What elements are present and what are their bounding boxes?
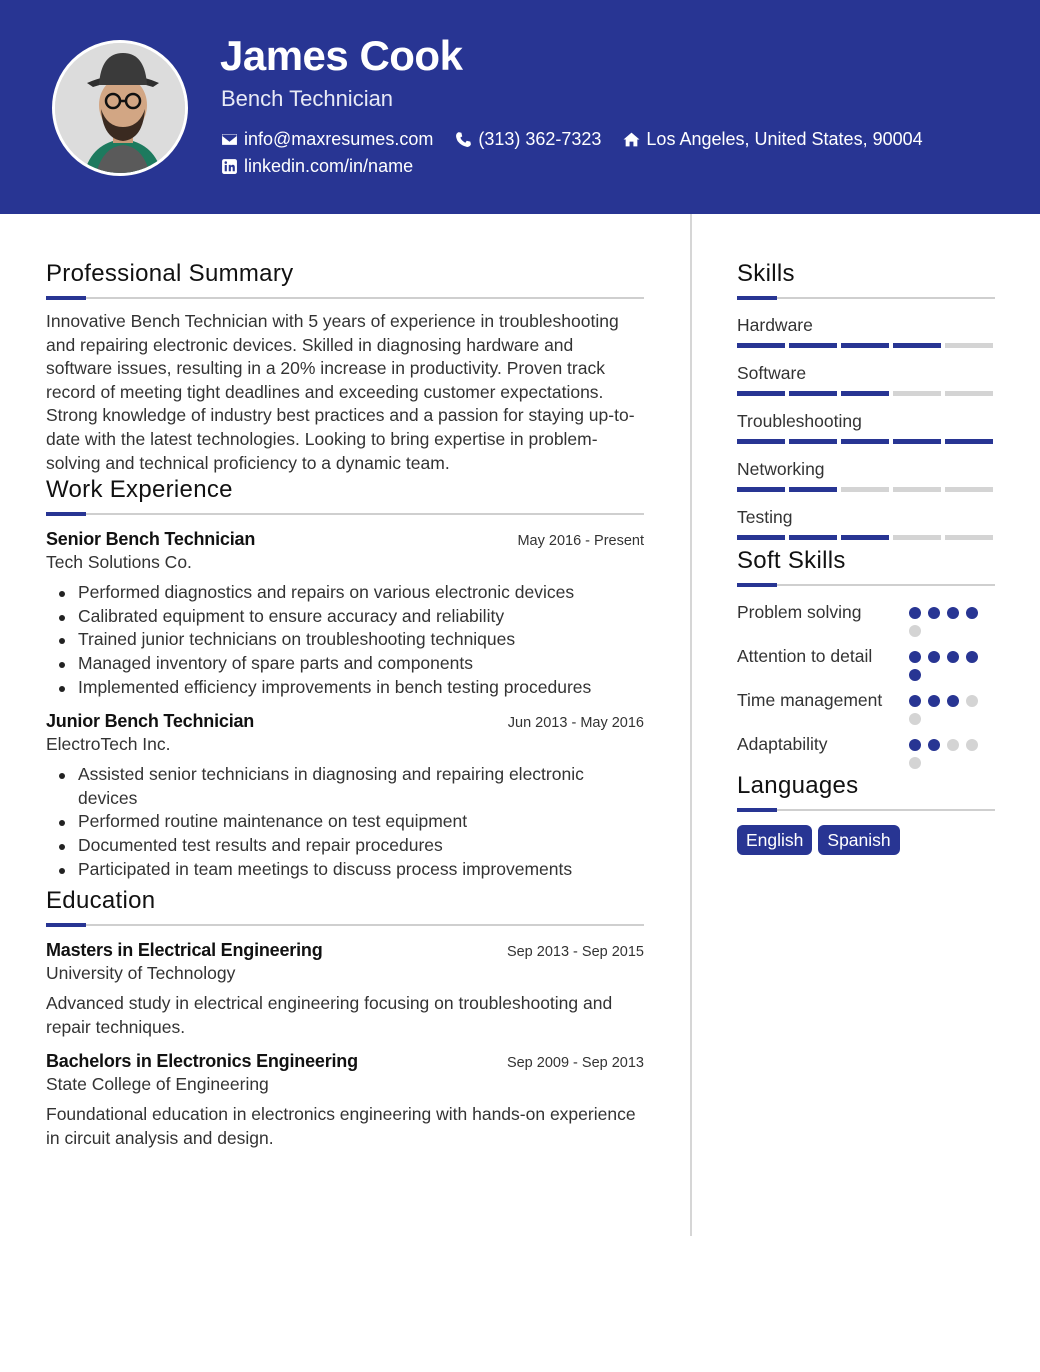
soft-skill-name: Adaptability [737, 734, 828, 754]
job-dates: May 2016 - Present [517, 533, 644, 550]
location-text: Los Angeles, United States, 90004 [646, 129, 923, 149]
experience-heading: Work Experience [46, 476, 233, 504]
rating-dot [928, 695, 940, 707]
home-icon [623, 131, 640, 148]
rating-dot [909, 651, 921, 663]
soft-skills-section [737, 545, 995, 769]
email-text: info@maxresumes.com [244, 129, 434, 149]
rating-dot [909, 669, 921, 681]
skill-item [737, 457, 995, 492]
soft-skill-name: Problem solving [737, 602, 862, 622]
rating-dot [947, 739, 959, 751]
job-company: Tech Solutions Co. [46, 552, 192, 573]
skill-level-segment [893, 439, 941, 444]
resume-header [0, 0, 1040, 214]
skill-level-segment [737, 487, 785, 492]
job-bullets [46, 581, 644, 699]
education-section [46, 885, 644, 1150]
skills-section [737, 258, 995, 540]
skill-level-segment [945, 439, 993, 444]
skill-name: Hardware [737, 315, 813, 335]
soft-skills-heading: Soft Skills [737, 547, 846, 574]
skill-name: Software [737, 363, 807, 383]
summary-text: Innovative Bench Technician with 5 years of experience in troubleshooting and repairing electronic devices. Skilled in diagnosing hardware and software issues, resulting in a 20% increase in productivity. Proven track record of meeting tight deadlines and exceeding customer expectations. Strong knowledge of industry best practices and a passion for staying up-to-date with the latest technologies. Looking to bring expertise in problem-solving and technical proficiency to a dynamic team. [46, 311, 635, 473]
contact-row-primary [221, 129, 945, 150]
soft-skill-name: Attention to detail [737, 646, 873, 666]
job-bullet: Managed inventory of spare parts and components [46, 652, 644, 676]
language-tag: English [737, 825, 812, 855]
rating-dot [909, 757, 921, 769]
soft-skill-item [737, 644, 995, 681]
skill-level-segment [945, 343, 993, 348]
skill-level-segment [893, 487, 941, 492]
rating-dot [928, 607, 940, 619]
skill-level-segment [789, 535, 837, 540]
degree-title: Masters in Electrical Engineering [46, 940, 323, 961]
soft-skill-item [737, 732, 995, 769]
skill-level-segment [737, 343, 785, 348]
skill-name: Testing [737, 507, 793, 527]
skill-level-segment [789, 391, 837, 396]
education-description: Advanced study in electrical engineering focusing on troubleshooting and repair techniques. [46, 993, 613, 1037]
job-title: Senior Bench Technician [46, 529, 256, 550]
skill-level-segment [841, 535, 889, 540]
candidate-title: Bench Technician [221, 86, 394, 111]
skill-level-segment [893, 535, 941, 540]
soft-skill-rating [909, 688, 995, 725]
contact-email[interactable] [221, 129, 433, 150]
job-title: Junior Bench Technician [46, 711, 255, 732]
soft-skill-item [737, 688, 995, 725]
soft-skills-list [737, 600, 995, 769]
candidate-name: James Cook [220, 32, 463, 79]
job-bullet: Assisted senior technicians in diagnosing and repairing electronic devices [46, 763, 644, 810]
section-rule [46, 297, 644, 299]
job-bullets [46, 763, 644, 881]
education-header [46, 1051, 644, 1072]
skill-level-segment [945, 487, 993, 492]
rating-dot [947, 695, 959, 707]
job-company: ElectroTech Inc. [46, 734, 171, 755]
rating-dot [966, 739, 978, 751]
experience-section [46, 474, 644, 881]
contact-row-secondary [221, 156, 435, 177]
summary-section [46, 258, 644, 475]
linkedin-icon [221, 158, 238, 175]
phone-text: (313) 362-7323 [478, 129, 602, 149]
skill-item [737, 361, 995, 396]
skill-level-bar [737, 439, 995, 444]
section-rule [737, 809, 995, 811]
contact-phone[interactable] [455, 129, 601, 150]
job-header [46, 711, 644, 732]
education-dates: Sep 2013 - Sep 2015 [506, 944, 644, 961]
skill-name: Networking [737, 459, 825, 479]
sidebar-column [737, 258, 995, 855]
section-rule [46, 513, 644, 515]
rating-dot [966, 651, 978, 663]
education-entry [46, 1051, 644, 1150]
job-bullet: Performed diagnostics and repairs on various electronic devices [46, 581, 644, 605]
section-rule [46, 924, 644, 926]
soft-skill-rating [909, 644, 995, 681]
skill-level-segment [737, 391, 785, 396]
rating-dot [928, 739, 940, 751]
skill-level-bar [737, 535, 995, 540]
soft-skill-rating [909, 600, 995, 637]
skill-level-bar [737, 487, 995, 492]
skill-level-segment [789, 343, 837, 348]
rating-dot [909, 739, 921, 751]
skill-item [737, 409, 995, 444]
soft-skill-item [737, 600, 995, 637]
skill-level-segment [893, 391, 941, 396]
skill-level-segment [841, 487, 889, 492]
main-column [46, 258, 644, 1162]
rating-dot [909, 607, 921, 619]
education-heading: Education [46, 887, 156, 915]
education-header [46, 940, 644, 961]
summary-heading: Professional Summary [46, 260, 294, 287]
skill-level-segment [841, 343, 889, 348]
skill-level-segment [789, 487, 837, 492]
skills-heading: Skills [737, 260, 795, 287]
skill-level-bar [737, 343, 995, 348]
job-bullet: Participated in team meetings to discuss process improvements [46, 858, 644, 882]
skill-level-segment [841, 439, 889, 444]
job-entry [46, 711, 644, 881]
languages-section [737, 770, 995, 855]
skill-level-segment [789, 439, 837, 444]
skill-level-segment [737, 439, 785, 444]
rating-dot [966, 695, 978, 707]
job-dates: Jun 2013 - May 2016 [507, 715, 644, 732]
phone-icon [455, 131, 472, 148]
job-bullet: Performed routine maintenance on test equipment [46, 810, 644, 834]
job-bullet: Implemented efficiency improvements in bench testing procedures [46, 676, 644, 700]
skill-item [737, 313, 995, 348]
school-name: University of Technology [46, 963, 236, 984]
job-bullet: Documented test results and repair procedures [46, 834, 644, 858]
skill-level-segment [945, 535, 993, 540]
section-rule [737, 584, 995, 586]
skill-level-bar [737, 391, 995, 396]
education-dates: Sep 2009 - Sep 2013 [506, 1055, 644, 1072]
rating-dot [909, 625, 921, 637]
soft-skill-name: Time management [737, 690, 883, 710]
language-tag: Spanish [818, 825, 899, 855]
job-bullet: Trained junior technicians on troubleshooting techniques [46, 628, 644, 652]
languages-heading: Languages [737, 772, 859, 799]
job-entry [46, 529, 644, 699]
rating-dot [947, 651, 959, 663]
rating-dot [909, 713, 921, 725]
skill-name: Troubleshooting [737, 411, 862, 431]
school-name: State College of Engineering [46, 1074, 269, 1095]
skill-item [737, 505, 995, 540]
section-rule [737, 297, 995, 299]
job-header [46, 529, 644, 550]
rating-dot [928, 651, 940, 663]
avatar-illustration [55, 43, 188, 176]
skills-list [737, 313, 995, 540]
rating-dot [947, 607, 959, 619]
column-divider [690, 214, 692, 1236]
degree-title: Bachelors in Electronics Engineering [46, 1051, 358, 1072]
education-description: Foundational education in electronics engineering with hands-on experience in circuit analysis and design. [46, 1104, 636, 1148]
soft-skill-rating [909, 732, 995, 769]
rating-dot [966, 607, 978, 619]
skill-level-segment [841, 391, 889, 396]
skill-level-segment [945, 391, 993, 396]
job-bullet: Calibrated equipment to ensure accuracy and reliability [46, 605, 644, 629]
profile-photo [52, 40, 188, 176]
contact-location [623, 129, 922, 150]
rating-dot [909, 695, 921, 707]
linkedin-text: linkedin.com/in/name [244, 156, 414, 176]
envelope-icon [221, 131, 238, 148]
skill-level-segment [893, 343, 941, 348]
language-list [737, 825, 995, 855]
skill-level-segment [737, 535, 785, 540]
education-entry [46, 940, 644, 1039]
contact-linkedin[interactable] [221, 156, 413, 177]
